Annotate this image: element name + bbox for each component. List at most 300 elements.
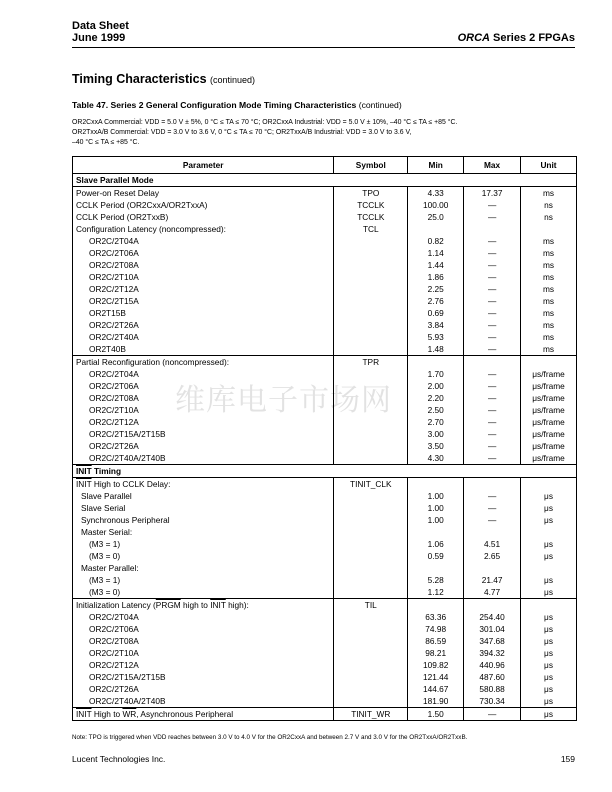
cell-unit: ns	[521, 211, 577, 223]
cell-max: —	[464, 307, 521, 319]
parameter-text: Configuration Latency (noncompressed):	[76, 224, 226, 234]
table-row	[73, 368, 577, 380]
table-title-continued: (continued)	[358, 100, 402, 110]
cell-parameter	[73, 599, 334, 612]
cell-symbol	[334, 307, 408, 319]
cell-min: 5.28	[408, 574, 464, 586]
cell-max	[464, 599, 521, 612]
cell-symbol	[334, 659, 408, 671]
cell-max	[464, 478, 521, 491]
cell-symbol	[334, 235, 408, 247]
cell-unit	[521, 526, 577, 538]
table-row	[73, 295, 577, 307]
cell-max: 301.04	[464, 623, 521, 635]
parameter-text: Power-on Reset Delay	[76, 188, 160, 198]
cell-unit: μs	[521, 550, 577, 562]
col-header-parameter: Parameter	[73, 157, 334, 174]
table-row	[73, 611, 577, 623]
cell-min: 2.00	[408, 380, 464, 392]
section-title-text: Timing Characteristics	[72, 72, 207, 86]
footnote: Note: TPO is triggered when VDD reaches between 3.0 V to 4.0 V for the OR2CxxA and between 2.7 V and 3.0 V for the OR2TxxA/OR2TxxB.	[72, 734, 468, 741]
cell-max: —	[464, 295, 521, 307]
cell-unit: μs/frame	[521, 392, 577, 404]
cell-symbol	[334, 695, 408, 708]
section-row	[73, 174, 577, 187]
cell-parameter	[73, 695, 334, 708]
cell-symbol: TPR	[334, 356, 408, 369]
parameter-text: (M3 = 0)	[89, 551, 121, 561]
cell-max: 730.34	[464, 695, 521, 708]
cell-min: 0.69	[408, 307, 464, 319]
table-row	[73, 247, 577, 259]
section-heading-signal: INIT	[76, 466, 92, 476]
parameter-text: OR2C/2T40A/2T40B	[89, 696, 166, 706]
cell-parameter	[73, 331, 334, 343]
cell-parameter	[73, 235, 334, 247]
parameter-text: OR2C/2T12A	[89, 417, 139, 427]
parameter-text: OR2C/2T10A	[89, 648, 139, 658]
cell-parameter	[73, 283, 334, 295]
cell-min: 2.70	[408, 416, 464, 428]
cell-max: —	[464, 428, 521, 440]
cell-unit: μs	[521, 635, 577, 647]
footer-page-number: 159	[560, 754, 575, 764]
cell-parameter	[73, 440, 334, 452]
parameter-text: OR2C/2T08A	[89, 393, 139, 403]
cell-max: —	[464, 211, 521, 223]
document-header	[72, 20, 129, 44]
cell-min: 3.50	[408, 440, 464, 452]
parameter-text: OR2C/2T15A/2T15B	[89, 672, 166, 682]
cell-min: 109.82	[408, 659, 464, 671]
table-row	[73, 647, 577, 659]
cell-max: —	[464, 235, 521, 247]
cell-parameter	[73, 187, 334, 200]
cell-symbol	[334, 392, 408, 404]
cell-symbol	[334, 247, 408, 259]
cell-min: 25.0	[408, 211, 464, 223]
cell-min: 1.00	[408, 514, 464, 526]
table-row	[73, 307, 577, 319]
cell-symbol: TINIT_CLK	[334, 478, 408, 491]
cell-min: 3.84	[408, 319, 464, 331]
table-row	[73, 659, 577, 671]
parameter-text: OR2C/2T15A/2T15B	[89, 429, 166, 439]
cell-max: —	[464, 368, 521, 380]
cell-symbol	[334, 271, 408, 283]
parameter-text: Master Parallel:	[81, 563, 139, 573]
cell-unit: μs	[521, 490, 577, 502]
table-row	[73, 623, 577, 635]
parameter-text: OR2C/2T40A/2T40B	[89, 453, 166, 463]
cell-unit	[521, 599, 577, 612]
signal-name: INIT	[76, 709, 92, 719]
table-row	[73, 671, 577, 683]
parameter-text: OR2C/2T04A	[89, 612, 139, 622]
col-header-unit: Unit	[521, 157, 577, 174]
section-heading-text: Slave Parallel Mode	[76, 175, 154, 185]
cell-max: 17.37	[464, 187, 521, 200]
cell-min: 2.20	[408, 392, 464, 404]
cell-min	[408, 478, 464, 491]
cell-symbol	[334, 526, 408, 538]
col-header-symbol: Symbol	[334, 157, 408, 174]
cell-unit: μs	[521, 683, 577, 695]
cell-min: 63.36	[408, 611, 464, 623]
cell-symbol	[334, 283, 408, 295]
cell-min: 2.50	[408, 404, 464, 416]
cell-parameter	[73, 356, 334, 369]
cell-unit: μs	[521, 574, 577, 586]
cell-min: 0.59	[408, 550, 464, 562]
cell-min	[408, 356, 464, 369]
cell-max: 440.96	[464, 659, 521, 671]
cell-max: 2.65	[464, 550, 521, 562]
table-body	[73, 174, 577, 721]
cell-unit: μs	[521, 659, 577, 671]
header-rule	[72, 47, 575, 48]
table-row	[73, 235, 577, 247]
cell-min: 121.44	[408, 671, 464, 683]
cell-min: 144.67	[408, 683, 464, 695]
cell-unit: ms	[521, 283, 577, 295]
cell-min: 1.48	[408, 343, 464, 356]
table-row	[73, 599, 577, 612]
parameter-text: OR2T15B	[89, 308, 126, 318]
table-row	[73, 356, 577, 369]
cell-min: 86.59	[408, 635, 464, 647]
table-row	[73, 490, 577, 502]
parameter-text: OR2C/2T04A	[89, 236, 139, 246]
cell-max: —	[464, 440, 521, 452]
parameter-text: OR2C/2T06A	[89, 624, 139, 634]
header-doc-type: Data Sheet	[72, 20, 129, 32]
cell-unit: μs	[521, 538, 577, 550]
cell-parameter	[73, 247, 334, 259]
cell-symbol	[334, 514, 408, 526]
table-row	[73, 392, 577, 404]
cell-symbol	[334, 574, 408, 586]
parameter-text: Master Serial:	[81, 527, 133, 537]
cell-min: 1.14	[408, 247, 464, 259]
cell-max: 4.77	[464, 586, 521, 599]
header-date: June 1999	[72, 32, 126, 44]
signal-name: $\overline{WR}$	[122, 709, 137, 719]
parameter-text: CCLK Period (OR2TxxB)	[76, 212, 169, 222]
section-heading-text: Timing	[91, 466, 122, 476]
cell-unit: ms	[521, 235, 577, 247]
parameter-text: (M3 = 1)	[89, 539, 121, 549]
cell-min	[408, 562, 464, 574]
table-row	[73, 683, 577, 695]
cell-max: —	[464, 199, 521, 211]
cell-parameter	[73, 368, 334, 380]
table-row	[73, 574, 577, 586]
cell-max: 487.60	[464, 671, 521, 683]
cell-min: 2.25	[408, 283, 464, 295]
cell-min: 2.76	[408, 295, 464, 307]
cell-symbol	[334, 343, 408, 356]
parameter-text: (M3 = 0)	[89, 587, 121, 597]
cell-parameter	[73, 199, 334, 211]
parameter-text: OR2C/2T06A	[89, 248, 139, 258]
table-row	[73, 211, 577, 223]
cell-min: 1.00	[408, 490, 464, 502]
cell-max: 347.68	[464, 635, 521, 647]
cell-parameter	[73, 259, 334, 271]
cell-max: —	[464, 283, 521, 295]
table-row	[73, 404, 577, 416]
cell-parameter	[73, 319, 334, 331]
parameter-text: high):	[225, 600, 249, 610]
table-row	[73, 526, 577, 538]
table-row	[73, 271, 577, 283]
cell-unit: μs	[521, 586, 577, 599]
table-title-text: Table 47. Series 2 General Configuration Mode Timing Characteristics	[72, 100, 357, 110]
cell-min: 1.70	[408, 368, 464, 380]
cell-unit: ms	[521, 271, 577, 283]
parameter-text: OR2C/2T26A	[89, 684, 139, 694]
cell-unit	[521, 223, 577, 235]
col-header-max: Max	[464, 157, 521, 174]
cell-max	[464, 223, 521, 235]
cell-unit: ms	[521, 295, 577, 307]
table-row	[73, 428, 577, 440]
table-row	[73, 223, 577, 235]
cell-parameter	[73, 671, 334, 683]
cell-max: —	[464, 319, 521, 331]
cell-unit: ms	[521, 319, 577, 331]
table-row	[73, 478, 577, 491]
cell-symbol	[334, 440, 408, 452]
cell-parameter	[73, 611, 334, 623]
cell-parameter	[73, 574, 334, 586]
table-row	[73, 440, 577, 452]
cell-max: —	[464, 392, 521, 404]
parameter-text: OR2C/2T06A	[89, 381, 139, 391]
cell-max: —	[464, 343, 521, 356]
cell-symbol	[334, 368, 408, 380]
cell-symbol	[334, 331, 408, 343]
cell-unit: ns	[521, 199, 577, 211]
cell-parameter	[73, 307, 334, 319]
table-row	[73, 695, 577, 708]
parameter-text: High to	[91, 709, 123, 719]
cell-symbol	[334, 611, 408, 623]
table-row	[73, 259, 577, 271]
cell-parameter	[73, 683, 334, 695]
cell-min: 1.44	[408, 259, 464, 271]
cell-parameter	[73, 211, 334, 223]
cell-parameter	[73, 562, 334, 574]
cell-symbol	[334, 490, 408, 502]
cell-parameter	[73, 538, 334, 550]
cell-parameter	[73, 392, 334, 404]
cell-max: 21.47	[464, 574, 521, 586]
cell-symbol	[334, 404, 408, 416]
table-row	[73, 283, 577, 295]
cell-unit: μs/frame	[521, 452, 577, 465]
conditions-line: OR2TxxA/B Commercial: VDD = 3.0 V to 3.6 V, 0 °C ≤ TA ≤ 70 °C; OR2TxxA/B Industrial: VDD = 3.0 V to 3.6 V,	[72, 129, 412, 136]
cell-symbol	[334, 502, 408, 514]
cell-unit: ms	[521, 331, 577, 343]
cell-symbol	[334, 635, 408, 647]
cell-parameter	[73, 550, 334, 562]
timing-table	[72, 156, 577, 721]
parameter-text: High to CCLK Delay:	[91, 479, 171, 489]
cell-symbol	[334, 550, 408, 562]
parameter-text: high to	[180, 600, 211, 610]
cell-symbol	[334, 416, 408, 428]
section-row	[73, 465, 577, 478]
parameter-text: OR2C/2T15A	[89, 296, 139, 306]
cell-parameter	[73, 295, 334, 307]
cell-unit: μs	[521, 502, 577, 514]
cell-max	[464, 562, 521, 574]
table-title	[72, 100, 402, 110]
cell-symbol: TINIT_WR	[334, 708, 408, 721]
table-row	[73, 199, 577, 211]
cell-unit: ms	[521, 187, 577, 200]
cell-parameter	[73, 623, 334, 635]
cell-min	[408, 223, 464, 235]
cell-parameter	[73, 223, 334, 235]
parameter-text: OR2C/2T26A	[89, 320, 139, 330]
table-row	[73, 452, 577, 465]
cell-unit: ms	[521, 247, 577, 259]
parameter-text: OR2C/2T04A	[89, 369, 139, 379]
cell-parameter	[73, 416, 334, 428]
cell-unit: ms	[521, 259, 577, 271]
section-title	[72, 72, 255, 86]
parameter-text: OR2C/2T10A	[89, 272, 139, 282]
footer-company: Lucent Technologies Inc.	[72, 754, 166, 764]
cell-max: —	[464, 380, 521, 392]
cell-min: 1.12	[408, 586, 464, 599]
cell-symbol	[334, 586, 408, 599]
cell-max: 254.40	[464, 611, 521, 623]
cell-parameter	[73, 380, 334, 392]
table-row	[73, 635, 577, 647]
cell-unit: ms	[521, 307, 577, 319]
cell-max: —	[464, 502, 521, 514]
cell-symbol	[334, 259, 408, 271]
parameter-text: , Asynchronous Peripheral	[136, 709, 234, 719]
parameter-text: OR2C/2T10A	[89, 405, 139, 415]
cell-parameter	[73, 490, 334, 502]
cell-unit: ms	[521, 343, 577, 356]
table-header-row	[73, 157, 577, 174]
cell-parameter	[73, 502, 334, 514]
cell-symbol	[334, 683, 408, 695]
cell-symbol: TPO	[334, 187, 408, 200]
table-row	[73, 187, 577, 200]
cell-parameter	[73, 659, 334, 671]
cell-unit	[521, 356, 577, 369]
cell-max: —	[464, 490, 521, 502]
cell-unit: μs	[521, 695, 577, 708]
cell-symbol	[334, 380, 408, 392]
table-row	[73, 343, 577, 356]
cell-min: 1.86	[408, 271, 464, 283]
cell-symbol	[334, 647, 408, 659]
cell-unit	[521, 562, 577, 574]
conditions-line: –40 °C ≤ TA ≤ +85 °C.	[72, 139, 140, 146]
cell-max: —	[464, 271, 521, 283]
header-product	[458, 32, 575, 44]
cell-unit: μs/frame	[521, 416, 577, 428]
parameter-text: OR2C/2T40A	[89, 332, 139, 342]
section-title-continued: (continued)	[210, 75, 256, 85]
parameter-text: OR2C/2T08A	[89, 636, 139, 646]
cell-unit: μs	[521, 623, 577, 635]
cell-symbol	[334, 538, 408, 550]
cell-max: —	[464, 416, 521, 428]
cell-unit: μs	[521, 514, 577, 526]
cell-parameter	[73, 404, 334, 416]
table-row	[73, 708, 577, 721]
cell-max: 580.88	[464, 683, 521, 695]
signal-name: INIT	[76, 479, 92, 489]
cell-unit: μs	[521, 708, 577, 721]
cell-max: —	[464, 708, 521, 721]
cell-unit: μs/frame	[521, 368, 577, 380]
parameter-text: Partial Reconfiguration (noncompressed):	[76, 357, 230, 367]
cell-unit	[521, 478, 577, 491]
cell-min: 98.21	[408, 647, 464, 659]
signal-name: INIT	[210, 600, 226, 610]
parameter-text: OR2C/2T12A	[89, 284, 139, 294]
cell-symbol	[334, 671, 408, 683]
cell-max: —	[464, 247, 521, 259]
header-product-series: Series 2 FPGAs	[490, 32, 575, 44]
cell-max: 4.51	[464, 538, 521, 550]
cell-min: 0.82	[408, 235, 464, 247]
cell-parameter	[73, 586, 334, 599]
parameter-text: Synchronous Peripheral	[81, 515, 170, 525]
cell-min: 74.98	[408, 623, 464, 635]
cell-min: 1.50	[408, 708, 464, 721]
cell-unit: μs/frame	[521, 380, 577, 392]
cell-max: —	[464, 514, 521, 526]
cell-parameter	[73, 635, 334, 647]
section-heading	[73, 465, 577, 478]
cell-unit: μs	[521, 647, 577, 659]
cell-min: 1.00	[408, 502, 464, 514]
cell-min: 3.00	[408, 428, 464, 440]
cell-symbol	[334, 319, 408, 331]
cell-min	[408, 599, 464, 612]
cell-symbol	[334, 623, 408, 635]
cell-parameter	[73, 514, 334, 526]
table-row	[73, 514, 577, 526]
parameter-text: CCLK Period (OR2CxxA/OR2TxxA)	[76, 200, 208, 210]
cell-parameter	[73, 343, 334, 356]
parameter-text: OR2C/2T12A	[89, 660, 139, 670]
table-row	[73, 586, 577, 599]
table-row	[73, 319, 577, 331]
cell-unit: μs	[521, 611, 577, 623]
parameter-text: OR2C/2T26A	[89, 441, 139, 451]
conditions-line: OR2CxxA Commercial: VDD = 5.0 V ± 5%, 0 °C ≤ TA ≤ 70 °C; OR2CxxA Industrial: VDD = 5.0 V ± 10%, –40 °C ≤ TA ≤ +85 °C.	[72, 119, 458, 126]
cell-parameter	[73, 428, 334, 440]
signal-name: PRGM	[155, 600, 181, 610]
cell-symbol	[334, 295, 408, 307]
cell-unit: μs	[521, 671, 577, 683]
cell-symbol: TCCLK	[334, 199, 408, 211]
cell-unit: μs/frame	[521, 404, 577, 416]
cell-max: —	[464, 452, 521, 465]
